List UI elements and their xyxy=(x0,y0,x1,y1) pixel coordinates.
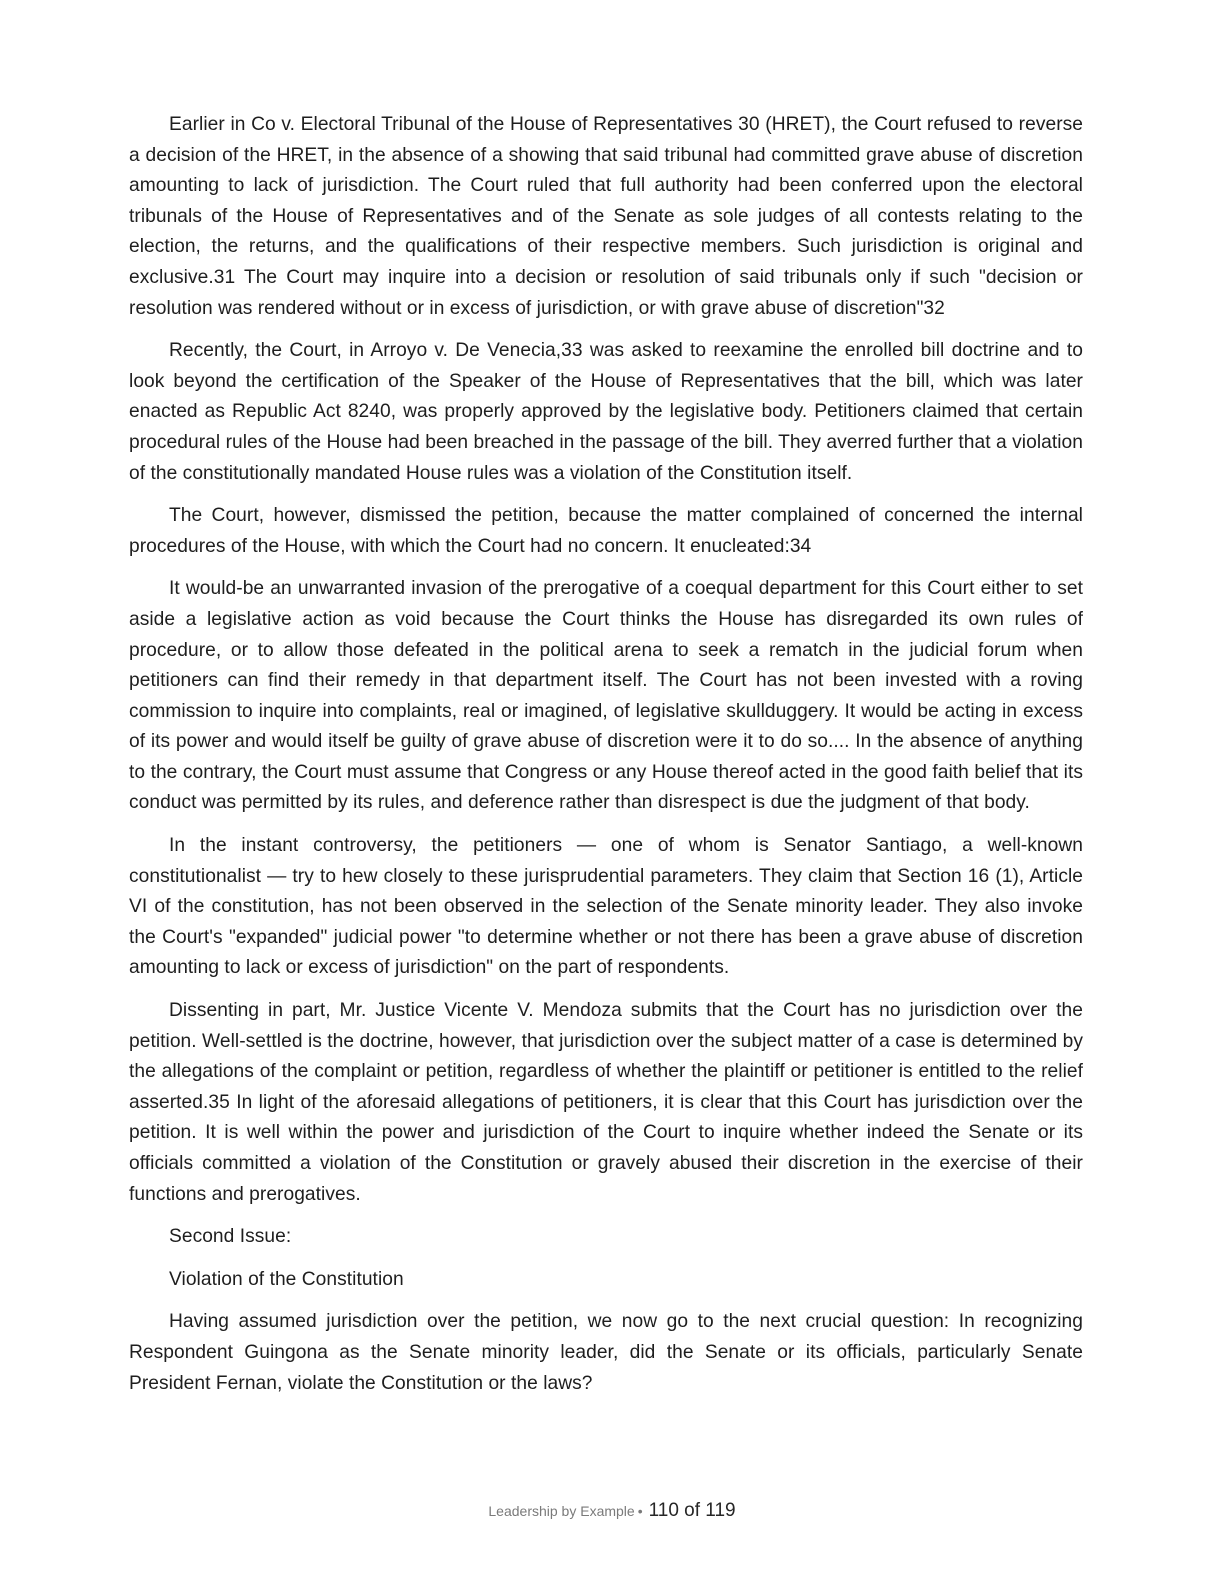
paragraph: The Court, however, dismissed the petition, because the matter complained of concerned the internal procedures of the House, with which the Court had no concern. It enucleated:34 xyxy=(129,505,1083,557)
paragraph: Dissenting in part, Mr. Justice Vicente V. Mendoza submits that the Court has no jurisdiction over the petition. Well-settled is the doctrine, however, that jurisdiction over the subject matter of a case is determined by the allegations of the complaint or petition, regardless of whether the plaintiff or petitioner is entitled to the relief asserted.35 In light of the aforesaid allegations of petitioners, it is clear that this Court has jurisdiction over the petition. It is well within the power and jurisdiction of the Court to inquire whether indeed the Senate or its officials committed a violation of the Constitution or gravely abused their discretion in the exercise of their functions and prerogatives. xyxy=(129,1000,1083,1205)
paragraph: Having assumed jurisdiction over the petition, we now go to the next crucial question: In recognizing Respondent Guingona as the Senate minority leader, did the Senate or its officials, particularly Senate President Fernan, violate the Constitution or the laws? xyxy=(129,1311,1083,1394)
section-heading: Second Issue: xyxy=(169,1226,292,1248)
block-quote: It would-be an unwarranted invasion of the prerogative of a coequal department for this Court either to set aside a legislative action as void because the Court thinks the House has disregarded its own rules of procedure, or to allow those defeated in the political arena to seek a rematch in the judicial forum when petitioners can find their remedy in that department itself. The Court has not been invested with a roving commission to inquire into complaints, real or imagined, of legislative skullduggery. It would be acting in excess of its power and would itself be guilty of grave abuse of discretion were it to do so.... In the absence of anything to the contrary, the Court must assume that Congress or any House thereof acted in the good faith belief that its conduct was permitted by its rules, and deference rather than disrespect is due the judgment of that body. xyxy=(129,578,1083,814)
page-footer xyxy=(0,1500,1224,1522)
paragraph: Earlier in Co v. Electoral Tribunal of the House of Representatives 30 (HRET), the Court refused to reverse a decision of the HRET, in the absence of a showing that said tribunal had committed grave abuse of discretion amounting to lack of jurisdiction. The Court ruled that full authority had been conferred upon the electoral tribunals of the House of Representatives and of the Senate as sole judges of all contests relating to the election, the returns, and the qualifications of their respective members. Such jurisdiction is original and exclusive.31 The Court may inquire into a decision or resolution of said tribunals only if such "decision or resolution was rendered without or in excess of jurisdiction, or with grave abuse of discretion"32 xyxy=(129,114,1083,319)
footer-title: Leadership by Example xyxy=(488,1503,635,1519)
paragraph: Recently, the Court, in Arroyo v. De Venecia,33 was asked to reexamine the enrolled bill doctrine and to look beyond the certification of the Speaker of the House of Representatives that the bill, which was later enacted as Republic Act 8240, was properly approved by the legislative body. Petitioners claimed that certain procedural rules of the House had been breached in the passage of the bill. They averred further that a violation of the constitutionally mandated House rules was a violation of the Constitution itself. xyxy=(129,340,1083,484)
document-body xyxy=(129,110,1083,1411)
section-subheading: Violation of the Constitution xyxy=(169,1268,404,1290)
paragraph: In the instant controversy, the petitioners — one of whom is Senator Santiago, a well-known constitutionalist — try to hew closely to these jurisprudential parameters. They claim that Section 16 (1), Article VI of the constitution, has not been observed in the selection of the Senate minority leader. They also invoke the Court's "expanded" judicial power "to determine whether or not there has been a grave abuse of discretion amounting to lack or excess of jurisdiction" on the part of respondents. xyxy=(129,835,1083,979)
footer-bullet: • xyxy=(637,1503,643,1519)
page-number: 110 of 119 xyxy=(648,1500,736,1521)
